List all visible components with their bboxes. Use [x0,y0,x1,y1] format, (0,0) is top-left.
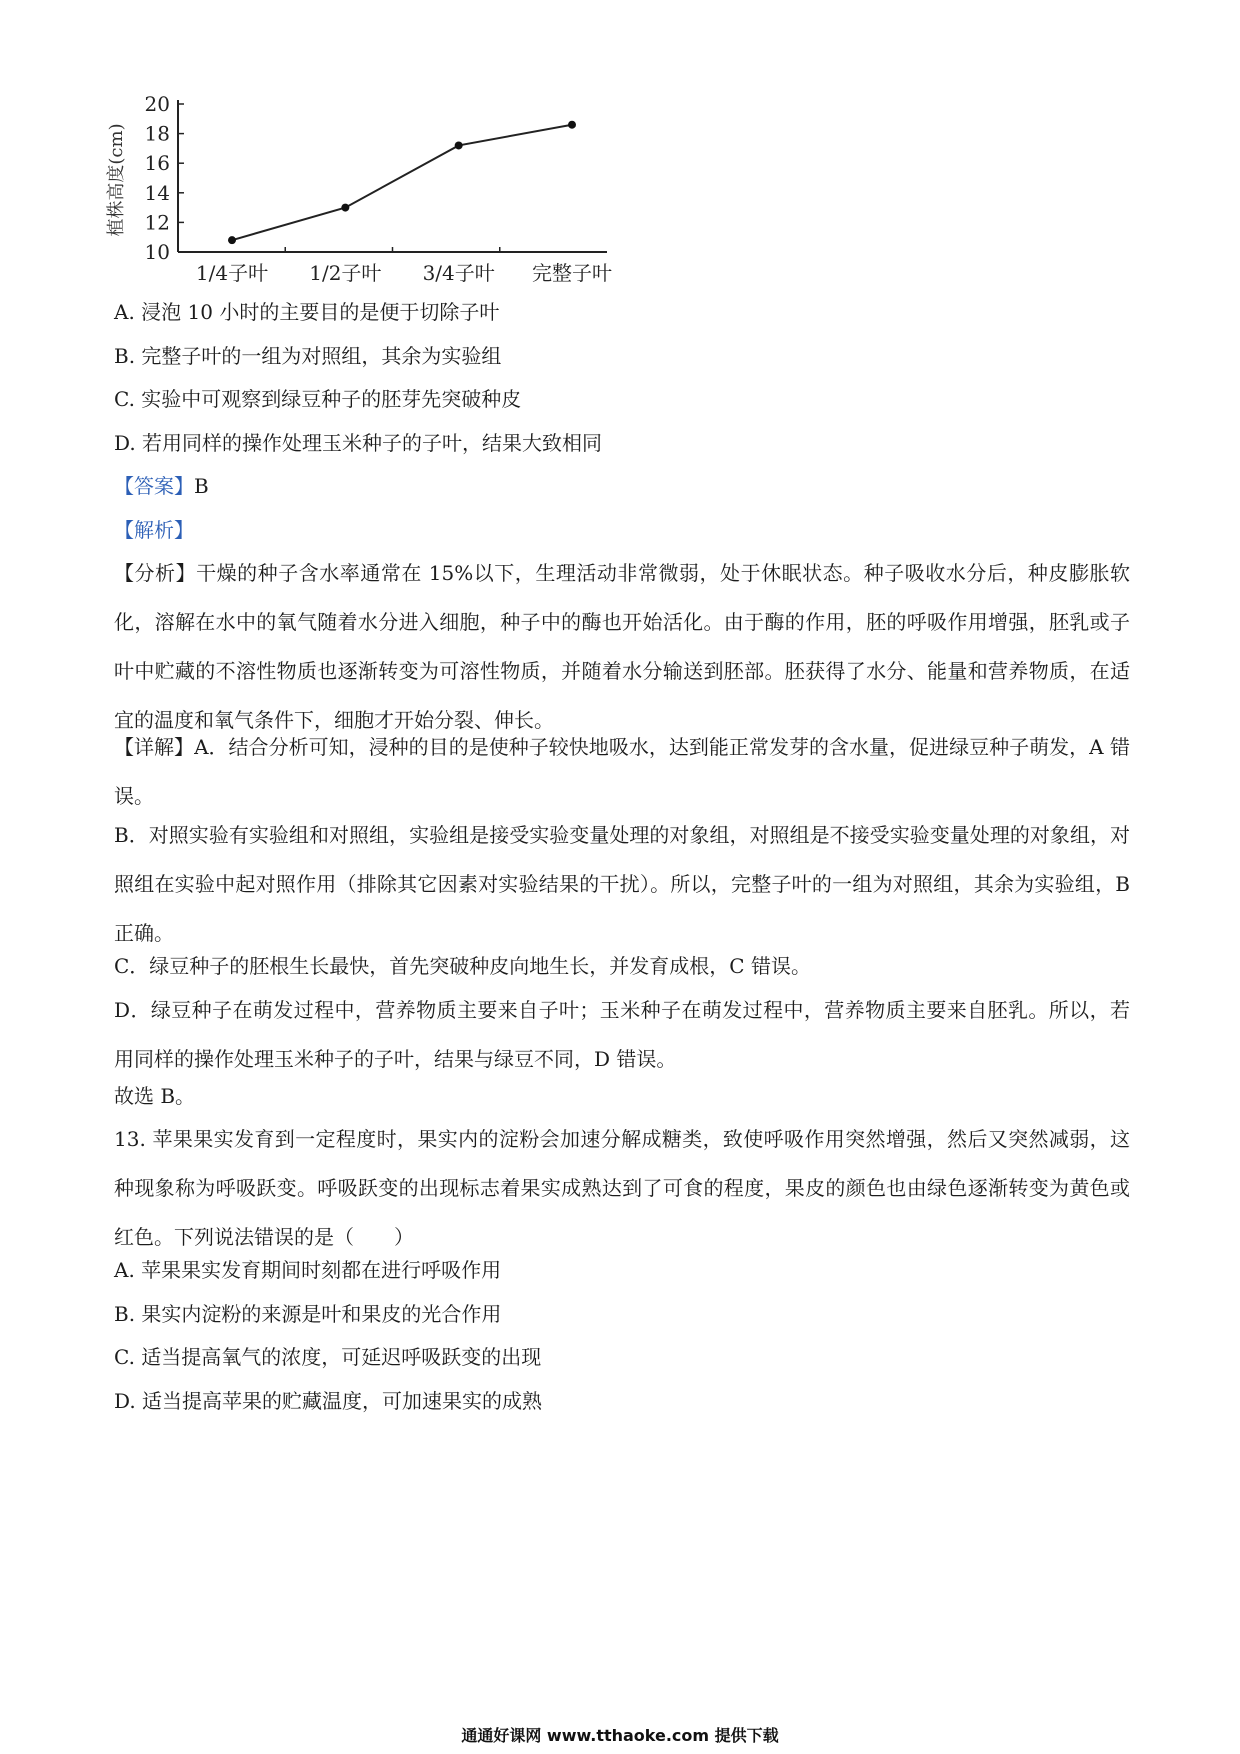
y-tick-label: 16 [144,151,170,176]
detail-a-text: A．结合分析可知，浸种的目的是使种子较快地吸水，达到能正常发芽的含水量，促进绿豆种子萌发，A 错误。 [114,735,1130,808]
analysis-heading: 【解析】 [114,518,194,542]
footer: 通通好课网 www.tthaoke.com 提供下载 [461,1726,779,1745]
chart-svg [106,92,690,324]
q13-option-a: A. 苹果果实发育期间时刻都在进行呼吸作用 [114,1258,502,1282]
detail-d-paragraph: D．绿豆种子在萌发过程中，营养物质主要来自子叶；玉米种子在萌发过程中，营养物质主要来自胚乳。所以，若用同样的操作处理玉米种子的子叶，结果与绿豆不同，D 错误。 [114,998,1130,1071]
analysis-label: 【分析】 [114,561,197,585]
q13-option-c: C. 适当提高氧气的浓度，可延迟呼吸跃变的出现 [114,1345,542,1369]
q13-option-d: D. 适当提高苹果的贮藏温度，可加速果实的成熟 [114,1389,543,1413]
q12-option-b: B. 完整子叶的一组为对照组，其余为实验组 [114,344,502,368]
answer-line [114,474,209,498]
y-axis-label: 植株高度(cm) [106,123,127,237]
line-chart [106,92,690,324]
q12-option-c: C. 实验中可观察到绿豆种子的胚芽先突破种皮 [114,387,522,411]
series-line [232,125,572,240]
data-point [568,121,576,129]
detail-b-paragraph: B．对照实验有实验组和对照组，实验组是接受实验变量处理的对象组，对照组是不接受实验变量处理的对象组，对照组在实验中起对照作用（排除其它因素对实验结果的干扰）。所以，完整子叶的一组为对照组，其余为实验组，B 正确。 [114,823,1130,945]
q12-option-a: A. 浸泡 10 小时的主要目的是便于切除子叶 [114,300,500,324]
y-tick-label: 14 [144,180,170,205]
data-point [455,141,463,149]
answer-label: 【答案】 [114,474,194,498]
x-tick-label: 1/4子叶 [195,261,269,285]
conclusion: 故选 B。 [114,1084,196,1108]
detail-a-paragraph [114,723,1130,821]
q13-stem: 13. 苹果果实发育到一定程度时，果实内的淀粉会加速分解成糖类，致使呼吸作用突然增强，然后又突然减弱，这种现象称为呼吸跃变。呼吸跃变的出现标志着果实成熟达到了可食的程度，果皮的颜色也由绿色逐渐转变为黄色或红色。下列说法错误的是（ ） [114,1127,1130,1249]
y-tick-label: 12 [144,210,170,235]
x-tick-label: 3/4子叶 [422,261,495,285]
analysis-text: 干燥的种子含水率通常在 15%以下，生理活动非常微弱，处于休眠状态。种子吸收水分后，种皮膨胀软化，溶解在水中的氧气随着水分进入细胞，种子中的酶也开始活化。由于酶的作用，胚的呼吸作用增强，胚乳或子叶中贮藏的不溶性物质也逐渐转变为可溶性物质，并随着水分输送到胚部。胚获得了水分、能量和营养物质，在适宜的温度和氧气条件下，细胞才开始分裂、伸长。 [114,561,1131,732]
detail-c-paragraph: C．绿豆种子的胚根生长最快，首先突破种皮向地生长，并发育成根，C 错误。 [114,954,811,978]
data-point [228,236,236,244]
y-tick-label: 18 [144,121,170,146]
analysis-paragraph [114,549,1130,745]
q13-option-b: B. 果实内淀粉的来源是叶和果皮的光合作用 [114,1302,502,1326]
data-point [341,204,349,212]
y-tick-label: 10 [144,240,170,264]
x-tick-label: 1/2子叶 [309,261,382,285]
answer-value: B [194,474,209,498]
x-tick-label: 完整子叶 [532,261,612,285]
y-tick-label: 20 [144,92,170,116]
q12-option-d: D. 若用同样的操作处理玉米种子的子叶，结果大致相同 [114,431,603,455]
detail-label: 【详解】 [114,735,195,759]
